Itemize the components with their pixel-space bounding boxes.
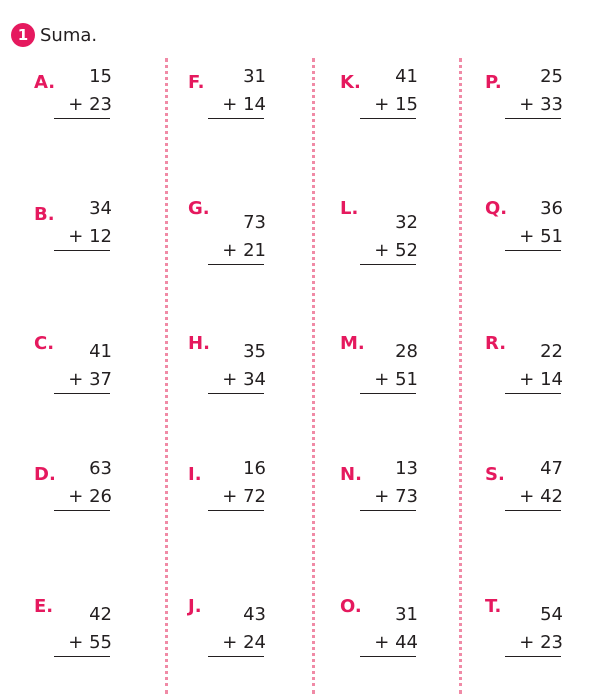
first-addend: 54 [540, 604, 563, 625]
column-separator [312, 58, 315, 694]
addition-problem [34, 596, 144, 656]
first-addend: 31 [395, 604, 418, 625]
addition-problem [34, 333, 144, 393]
addition-problem [34, 198, 144, 258]
addition-problem [485, 458, 595, 518]
addition-problem [340, 66, 450, 126]
sum-line [505, 393, 561, 394]
addition-problem [485, 66, 595, 126]
sum-line [54, 250, 110, 251]
problem-letter: K. [340, 72, 361, 93]
addition-problem [188, 458, 298, 518]
second-addend: + 33 [519, 94, 563, 115]
second-addend: + 12 [68, 226, 112, 247]
second-addend: + 55 [68, 632, 112, 653]
sum-line [54, 393, 110, 394]
second-addend: + 21 [222, 240, 266, 261]
problem-letter: G. [188, 198, 210, 219]
sum-line [360, 510, 416, 511]
problem-letter: T. [485, 596, 502, 617]
addition-problem [34, 66, 144, 126]
sum-line [54, 118, 110, 119]
first-addend: 32 [395, 212, 418, 233]
problem-letter: R. [485, 333, 507, 354]
second-addend: + 14 [519, 369, 563, 390]
addition-problem [34, 458, 144, 518]
addition-problem [340, 458, 450, 518]
second-addend: + 15 [374, 94, 418, 115]
first-addend: 36 [540, 198, 563, 219]
second-addend: + 24 [222, 632, 266, 653]
exercise-number-badge: 1 [11, 23, 35, 47]
sum-line [208, 264, 264, 265]
first-addend: 28 [395, 341, 418, 362]
addition-problem [188, 66, 298, 126]
first-addend: 22 [540, 341, 563, 362]
second-addend: + 26 [68, 486, 112, 507]
first-addend: 63 [89, 458, 112, 479]
addition-problem [485, 198, 595, 258]
first-addend: 35 [243, 341, 266, 362]
sum-line [505, 510, 561, 511]
sum-line [505, 656, 561, 657]
problem-letter: E. [34, 596, 54, 617]
sum-line [360, 118, 416, 119]
problem-letter: D. [34, 464, 56, 485]
exercise-title: Suma. [40, 24, 98, 46]
second-addend: + 23 [519, 632, 563, 653]
problem-letter: O. [340, 596, 362, 617]
first-addend: 73 [243, 212, 266, 233]
sum-line [360, 264, 416, 265]
column-separator [459, 58, 462, 694]
sum-line [54, 656, 110, 657]
sum-line [208, 656, 264, 657]
exercise-header [11, 22, 97, 48]
sum-line [360, 393, 416, 394]
problem-letter: S. [485, 464, 505, 485]
first-addend: 13 [395, 458, 418, 479]
problem-letter: P. [485, 72, 502, 93]
sum-line [54, 510, 110, 511]
second-addend: + 51 [519, 226, 563, 247]
sum-line [505, 118, 561, 119]
first-addend: 47 [540, 458, 563, 479]
addition-problem [188, 596, 298, 656]
problem-letter: B. [34, 204, 55, 225]
second-addend: + 23 [68, 94, 112, 115]
second-addend: + 72 [222, 486, 266, 507]
sum-line [208, 118, 264, 119]
problem-letter: N. [340, 464, 362, 485]
addition-problem [340, 596, 450, 656]
addition-problem [340, 333, 450, 393]
addition-problem [188, 198, 298, 261]
problem-letter: A. [34, 72, 56, 93]
second-addend: + 34 [222, 369, 266, 390]
problem-letter: M. [340, 333, 365, 354]
first-addend: 15 [89, 66, 112, 87]
second-addend: + 51 [374, 369, 418, 390]
second-addend: + 73 [374, 486, 418, 507]
first-addend: 25 [540, 66, 563, 87]
problem-letter: L. [340, 198, 359, 219]
sum-line [208, 510, 264, 511]
addition-problem [340, 198, 450, 261]
problem-letter: H. [188, 333, 210, 354]
problem-letter: F. [188, 72, 205, 93]
addition-problem [485, 333, 595, 393]
second-addend: + 14 [222, 94, 266, 115]
second-addend: + 42 [519, 486, 563, 507]
second-addend: + 44 [374, 632, 418, 653]
addition-problem [485, 596, 595, 656]
second-addend: + 37 [68, 369, 112, 390]
first-addend: 41 [395, 66, 418, 87]
sum-line [208, 393, 264, 394]
first-addend: 42 [89, 604, 112, 625]
problem-letter: J. [188, 596, 202, 617]
sum-line [360, 656, 416, 657]
first-addend: 16 [243, 458, 266, 479]
column-separator [165, 58, 168, 694]
second-addend: + 52 [374, 240, 418, 261]
first-addend: 31 [243, 66, 266, 87]
problem-letter: Q. [485, 198, 508, 219]
addition-problem [188, 333, 298, 393]
problem-letter: I. [188, 464, 202, 485]
first-addend: 34 [89, 198, 112, 219]
first-addend: 41 [89, 341, 112, 362]
sum-line [505, 250, 561, 251]
first-addend: 43 [243, 604, 266, 625]
problem-letter: C. [34, 333, 55, 354]
